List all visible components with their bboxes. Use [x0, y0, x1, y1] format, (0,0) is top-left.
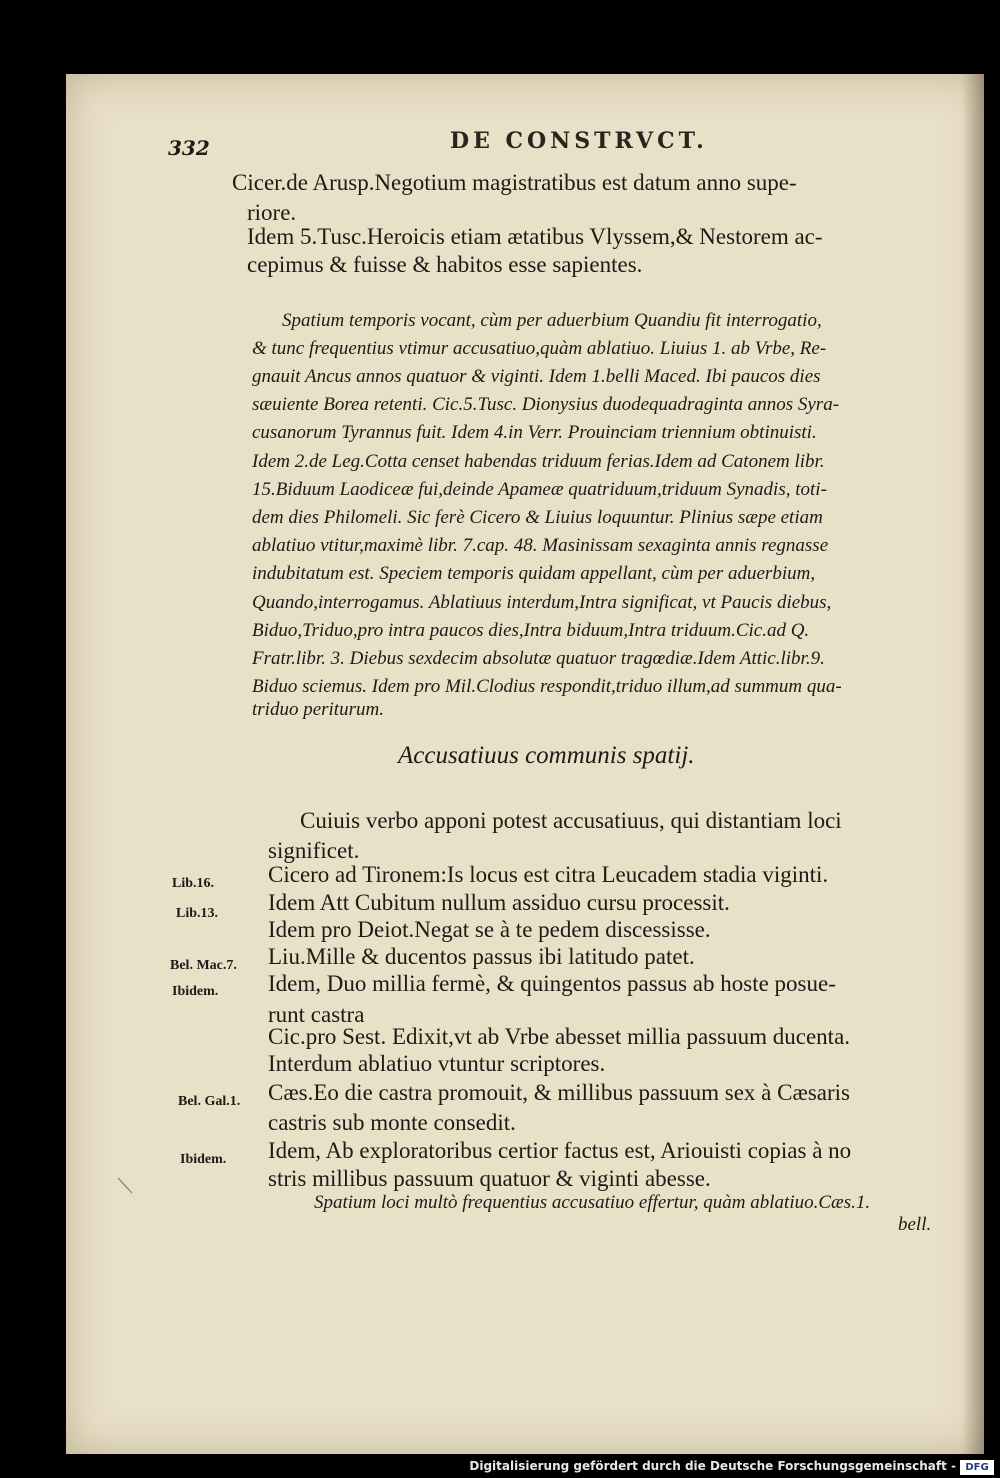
italic-line: ablatiuo vtitur,maximè libr. 7.cap. 48. Masinissam sexaginta annis regnasse	[252, 535, 829, 556]
closing-italic-line: Spatium loci multò frequentius accusatiuo effertur, quàm ablatiuo.Cæs.1.	[314, 1192, 871, 1213]
italic-line: indubitatum est. Speciem temporis quidam appellant, cùm per aduerbium,	[252, 563, 816, 584]
main-line: runt castra	[268, 1002, 365, 1027]
main-line: Cicero ad Tironem:Is locus est citra Leucadem stadia viginti.	[268, 862, 829, 887]
italic-line: Biduo,Triduo,pro intra paucos dies,Intra biduum,Intra triduum.Cic.ad Q.	[252, 620, 810, 641]
top-line: Idem 5.Tusc.Heroicis etiam ætatibus Vlyssem,& Nestorem ac-	[247, 224, 823, 249]
main-line: stris millibus passuum quatuor & viginti abesse.	[268, 1166, 711, 1191]
margin-note: Ibidem.	[180, 1152, 227, 1167]
main-line: significet.	[268, 838, 360, 863]
margin-note: Bel. Gal.1.	[178, 1094, 241, 1109]
margin-pencil-mark	[116, 1176, 136, 1196]
main-line: Liu.Mille & ducentos passus ibi latitudo patet.	[268, 944, 695, 969]
italic-line: sæuiente Borea retenti. Cic.5.Tusc. Dionysius duodequadraginta annos Syra-	[252, 394, 840, 415]
closing-italic-line: bell.	[898, 1214, 932, 1235]
section-heading: Accusatiuus communis spatij.	[398, 742, 695, 769]
page-number: 332	[168, 136, 210, 160]
italic-line: Fratr.libr. 3. Diebus sexdecim absolutæ quatuor tragœdiæ.Idem Attic.libr.9.	[252, 648, 825, 669]
margin-note: Lib.13.	[176, 906, 219, 921]
italic-line: gnauit Ancus annos quatuor & viginti. Idem 1.belli Maced. Ibi paucos dies	[252, 366, 821, 387]
main-line: Cuiuis verbo apponi potest accusatiuus, qui distantiam loci	[300, 808, 842, 833]
margin-note: Ibidem.	[172, 984, 219, 999]
main-line: Idem, Duo millia fermè, & quingentos passus ab hoste posue-	[268, 971, 836, 996]
main-line: Interdum ablatiuo vtuntur scriptores.	[268, 1051, 606, 1076]
italic-line: 15.Biduum Laodiceæ fui,deinde Apameæ quatriduum,triduum Synadis, toti-	[252, 479, 827, 500]
top-line: Cicer.de Arusp.Negotium magistratibus est datum anno supe-	[232, 170, 797, 195]
italic-line: Quando,interrogamus. Ablatiuus interdum,Intra significat, vt Paucis diebus,	[252, 592, 832, 613]
main-line: Cæs.Eo die castra promouit, & millibus passuum sex à Cæsaris	[268, 1080, 850, 1105]
italic-line: & tunc frequentius vtimur accusatiuo,quàm ablatiuo. Liuius 1. ab Vrbe, Re-	[252, 338, 827, 359]
footer-credit: Digitalisierung gefördert durch die Deutsche Forschungsgemeinschaft -	[469, 1459, 956, 1473]
running-head: DE CONSTRVCT.	[450, 128, 708, 154]
footer-bar	[0, 1457, 1000, 1478]
margin-note: Lib.16.	[172, 876, 215, 891]
top-line: cepimus & fuisse & habitos esse sapientes.	[247, 252, 643, 277]
main-line: Cic.pro Sest. Edixit,vt ab Vrbe abesset millia passuum ducenta.	[268, 1024, 851, 1049]
italic-line: dem dies Philomeli. Sic ferè Cicero & Liuius loquuntur. Plinius sæpe etiam	[252, 507, 823, 528]
dfg-logo: DFG	[960, 1460, 994, 1475]
main-line: Idem pro Deiot.Negat se à te pedem discessisse.	[268, 917, 711, 942]
margin-note: Bel. Mac.7.	[170, 958, 237, 973]
italic-line: cusanorum Tyrannus fuit. Idem 4.in Verr. Prouinciam triennium obtinuisti.	[252, 422, 817, 443]
italic-line: Idem 2.de Leg.Cotta censet habendas triduum ferias.Idem ad Catonem libr.	[252, 451, 825, 472]
top-line: riore.	[247, 200, 297, 225]
italic-line: triduo periturum.	[252, 699, 384, 720]
main-line: Idem, Ab exploratoribus certior factus est, Ariouisti copias à no	[268, 1138, 852, 1163]
main-line: Idem Att Cubitum nullum assiduo cursu processit.	[268, 890, 730, 915]
italic-line: Biduo sciemus. Idem pro Mil.Clodius respondit,triduo illum,ad summum qua-	[252, 676, 842, 697]
italic-line: Spatium temporis vocant, cùm per aduerbium Quandiu fit interrogatio,	[282, 310, 822, 331]
main-line: castris sub monte consedit.	[268, 1110, 516, 1135]
